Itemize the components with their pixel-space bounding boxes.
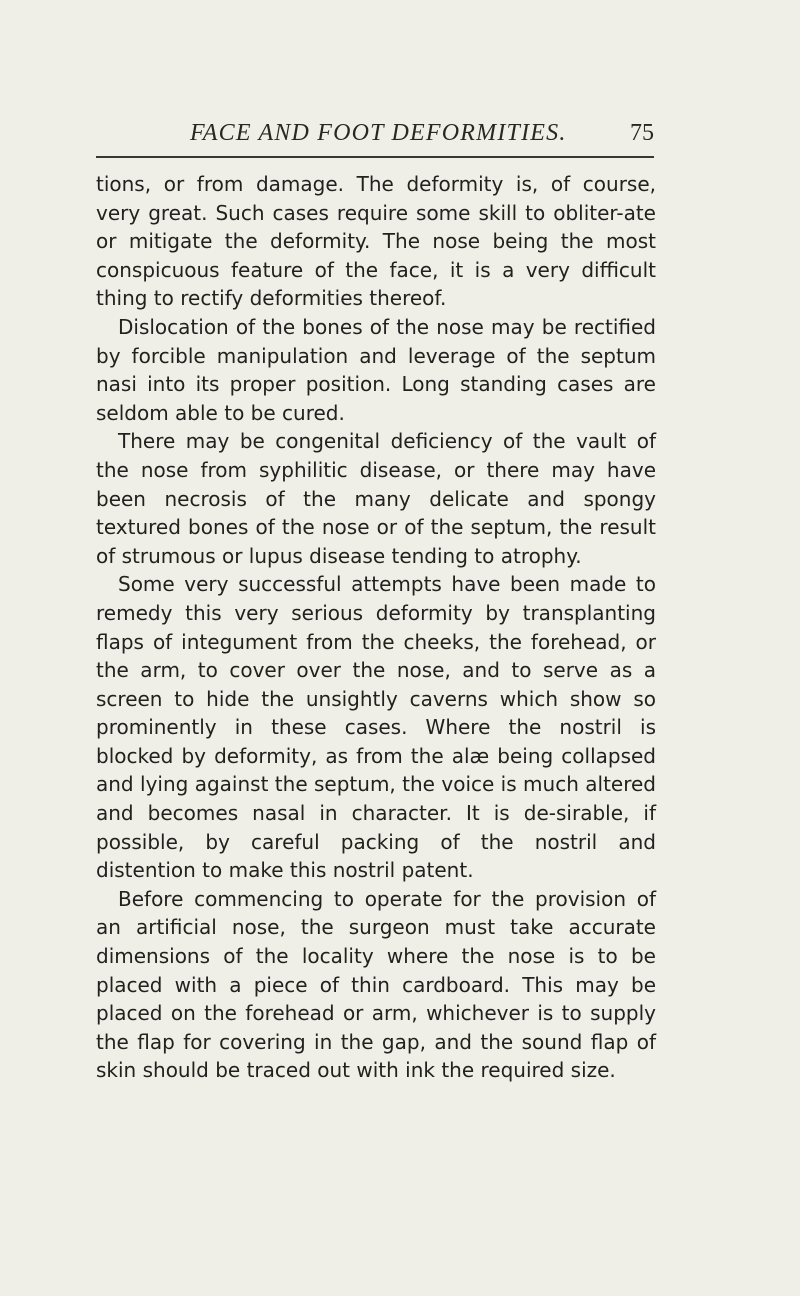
page-header xyxy=(96,118,656,150)
paragraph-congenital-deficiency: There may be congenital deficiency of the vault of the nose from syphilitic disease, or there may have been necrosis of the many delicate and spongy textured bones of the nose or of the septum, the result of strumous or lupus disease tending to atrophy. xyxy=(96,429,656,568)
paragraph-transplanting-flaps: Some very successful attempts have been made to remedy this very serious deformity by transplanting flaps of integument from the cheeks, the forehead, or the arm, to cover over the nose, and to serve as a screen to hide the unsightly caverns which show so prominently in these cases. Where the nostril is blocked by deformity, as from the alæ being collapsed and lying against the septum, the voice is much altered and becomes nasal in character. It is de-sirable, if possible, by careful packing of the nostril and distention to make this nostril patent. xyxy=(96,572,656,883)
paragraph-artificial-nose: Before commencing to operate for the provision of an artificial nose, the surgeon must take accurate dimensions of the locality where the nose is to be placed with a piece of thin cardboard. This may be placed on the forehead or arm, whichever is to supply the flap for covering in the gap, and the sound flap of skin should be traced out with ink the required size. xyxy=(96,886,656,1083)
running-title: FACE AND FOOT DEFORMITIES. xyxy=(190,120,567,146)
header-rule xyxy=(96,156,654,158)
body-text xyxy=(96,170,656,1085)
paragraph-continued: tions, or from damage. The deformity is, of course, very great. Such cases require some skill to obliter-ate or mitigate the deformity. The nose being the most conspicuous feature of the face, it is a very difficult thing to rectify deformities thereof. xyxy=(96,172,656,311)
page-number: 75 xyxy=(630,120,654,146)
paragraph-dislocation: Dislocation of the bones of the nose may be rectified by forcible manipulation and leverage of the septum nasi into its proper position. Long standing cases are seldom able to be cured. xyxy=(96,314,656,425)
